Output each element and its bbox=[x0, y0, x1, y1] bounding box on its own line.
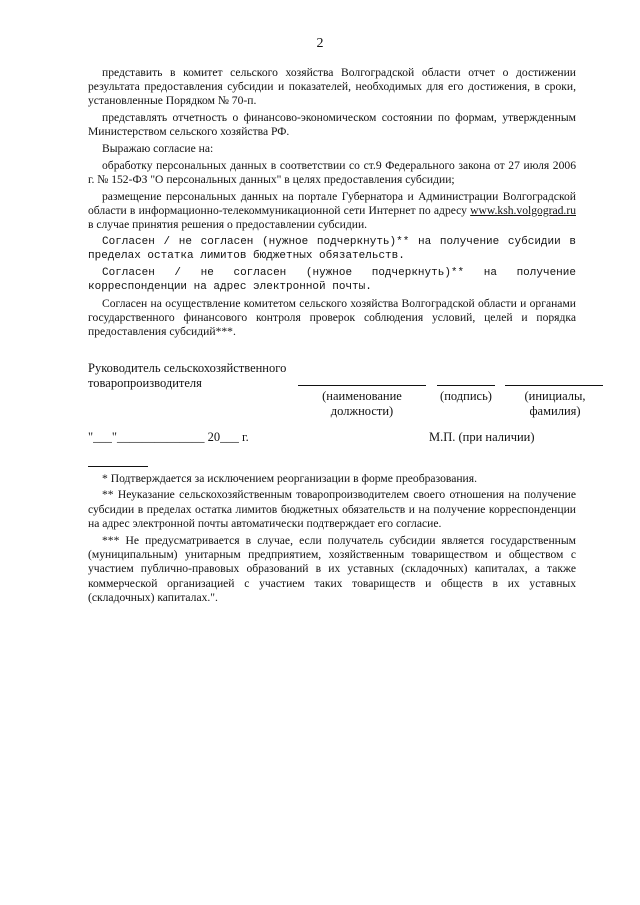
paragraph-reporting: представлять отчетность о финансово-экономическом состоянии по формам, утвержденным Министерством сельского хозяйства РФ. bbox=[88, 111, 576, 139]
paragraph-consent-email: Согласен / не согласен (нужное подчеркнуть)** на получение корреспонденции на адрес электронной почты. bbox=[88, 266, 576, 293]
paragraph-personal-data: обработку персональных данных в соответствии со ст.9 Федерального закона от 27 июля 2006 г. № 152-ФЗ "О персональных данных" в целях предоставления субсидии; bbox=[88, 158, 576, 186]
portal-link[interactable]: www.ksh.volgograd.ru bbox=[470, 203, 576, 217]
portal-text-after: в случае принятия решения о предоставлении субсидии. bbox=[88, 218, 368, 232]
footnote-3: *** Не предусматривается в случае, если получатель субсидии является государственным (муниципальным) унитарным предприятием, хозяйственным товариществом и обществом с участием публично-правовых образований в их уставных (складочных) капиталах, а также коммерческой организацией с участием таких товариществ и обществ в их уставных (складочных) капиталах.". bbox=[88, 533, 576, 605]
footnote-2: ** Неуказание сельскохозяйственным товаропроизводителем своего отношения на получение субсидии в пределах остатка лимитов бюджетных обязательств и на получение корреспонденции на адрес электронной почты автоматически подтверждает его согласие. bbox=[88, 488, 576, 531]
signature-label: (подпись) bbox=[440, 389, 492, 403]
footnote-1: * Подтверждается за исключением реорганизации в форме преобразования. bbox=[102, 472, 477, 485]
paragraph-consent-heading: Выражаю согласие на: bbox=[102, 142, 214, 156]
paragraph-portal bbox=[88, 190, 576, 233]
paragraph-consent-subsidy: Согласен / не согласен (нужное подчеркнуть)** на получение субсидии в пределах остатка лимитов бюджетных обязательств. bbox=[88, 235, 576, 262]
position-label: (наименование должности) bbox=[322, 389, 402, 418]
position-line bbox=[298, 385, 426, 386]
initials-line bbox=[505, 385, 603, 386]
page-number: 2 bbox=[316, 36, 324, 51]
stamp-label: М.П. (при наличии) bbox=[429, 430, 535, 444]
paragraph-report: представить в комитет сельского хозяйства Волгоградской области отчет о достижении результата предоставления субсидии и показателей, необходимых для его достижения, в сроки, установленные Порядком № 70-п. bbox=[88, 66, 576, 108]
paragraph-consent-inspection: Согласен на осуществление комитетом сельского хозяйства Волгоградской области и органами государственного финансового контроля проверок соблюдения условий, целей и порядка предоставления субсидий***. bbox=[88, 296, 576, 338]
footnotes bbox=[88, 472, 576, 608]
signature-line bbox=[437, 385, 495, 386]
footnote-divider bbox=[88, 466, 148, 467]
initials-label: (инициалы, фамилия) bbox=[524, 389, 586, 418]
document-body bbox=[88, 66, 576, 342]
portal-text-before: размещение персональных данных на портале Губернатора и Администрации Волгоградской области в информационно-телекоммуникационной сети Интернет по адресу bbox=[88, 189, 576, 217]
signature-title: Руководитель сельскохозяйственного товаропроизводителя bbox=[88, 361, 287, 390]
date-line: "___"______________ 20___ г. bbox=[88, 430, 249, 444]
